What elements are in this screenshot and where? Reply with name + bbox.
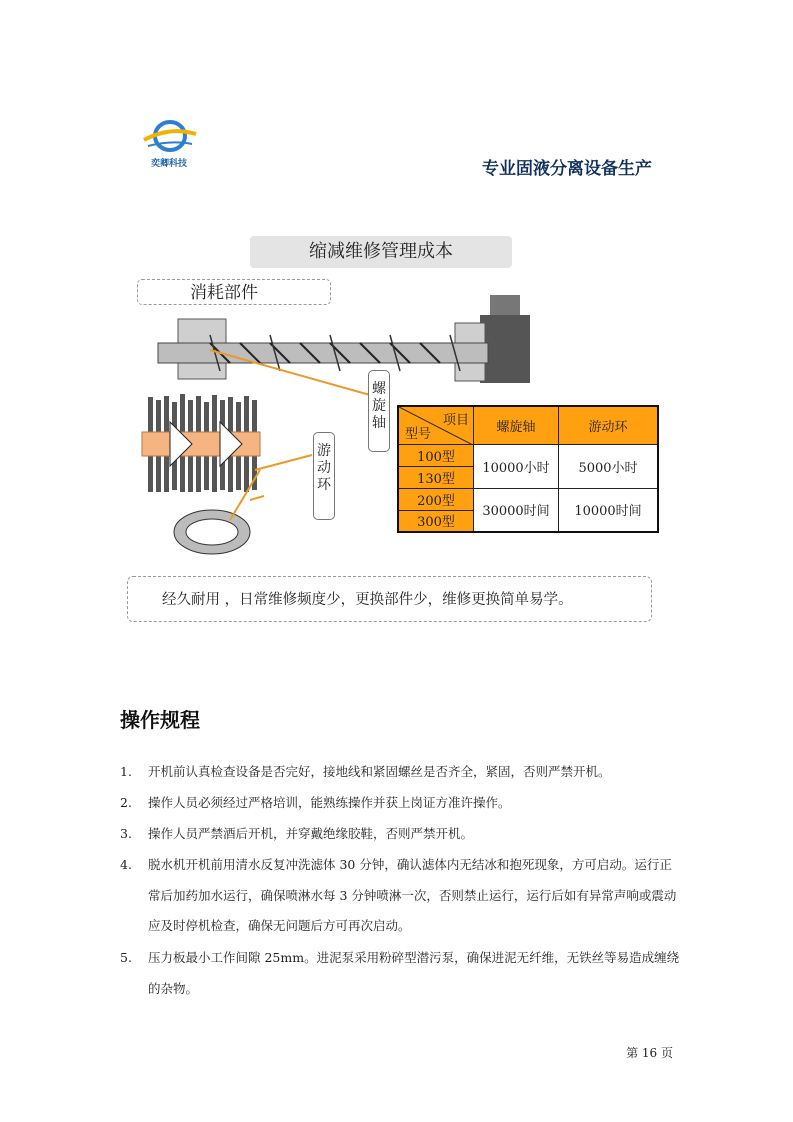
list-item bbox=[120, 943, 680, 1004]
list-item-text: 压力板最小工作间隙 25mm。进泥泵采用粉碎型潜污泵，确保进泥无纤维，无铁丝等易造成缠绕的杂物。 bbox=[148, 950, 680, 996]
list-item-text: 操作人员严禁酒后开机，并穿戴绝缘胶鞋，否则严禁开机。 bbox=[148, 826, 474, 841]
row-label: 130型 bbox=[398, 466, 474, 488]
list-item-number: 3. bbox=[120, 826, 132, 841]
table-corner-cell bbox=[398, 406, 474, 444]
figure-banner: 缩减维修管理成本 bbox=[250, 236, 512, 268]
list-item-text: 操作人员必须经过严格培训，能熟练操作并获上岗证方准许操作。 bbox=[148, 795, 511, 810]
cell-group2-ring: 10000时间 bbox=[559, 488, 659, 532]
row-label: 300型 bbox=[398, 510, 474, 532]
screw-shaft-label-text: 螺旋轴 bbox=[372, 381, 386, 431]
list-item-number: 5. bbox=[120, 950, 132, 965]
list-item-number: 4. bbox=[120, 857, 132, 872]
section-heading: 操作规程 bbox=[120, 708, 200, 732]
logo-text: 奕卿科技 bbox=[150, 159, 187, 169]
list-item bbox=[120, 819, 680, 850]
list-item-text: 开机前认真检查设备是否完好，接地线和紧固螺丝是否齐全，紧固，否则严禁开机。 bbox=[148, 764, 611, 779]
list-item-text: 脱水机开机前用清水反复冲洗滤体 30 分钟，确认滤体内无结冰和抱死现象，方可启动。运行正常后加药加水运行，确保喷淋水每 3 分钟喷淋一次，否则禁止运行，运行后如有异常声响或震动应及时停机检查，确保无问题后方可再次启动。 bbox=[148, 857, 677, 933]
list-item-number: 2. bbox=[120, 795, 132, 810]
cell-group2-screw: 30000时间 bbox=[474, 488, 559, 532]
moving-ring-label bbox=[313, 432, 335, 520]
cell-group1-ring: 5000小时 bbox=[559, 444, 659, 488]
figure-note: 经久耐用 ，日常维修频度少，更换部件少，维修更换简单易学。 bbox=[127, 576, 652, 622]
moving-ring-label-text: 游动环 bbox=[317, 443, 331, 493]
list-item-number: 1. bbox=[120, 764, 132, 779]
row-label: 100型 bbox=[398, 444, 474, 466]
corner-bottom-label: 型号 bbox=[405, 426, 432, 442]
header-title: 专业固液分离设备生产 bbox=[482, 159, 652, 179]
consumables-label: 消耗部件 bbox=[137, 279, 331, 305]
col-header-screw: 螺旋轴 bbox=[474, 406, 559, 444]
list-item bbox=[120, 788, 680, 819]
screw-shaft-label bbox=[368, 370, 390, 452]
row-label: 200型 bbox=[398, 488, 474, 510]
list-item bbox=[120, 757, 680, 788]
cell-group1-screw: 10000小时 bbox=[474, 444, 559, 488]
corner-top-label: 项目 bbox=[442, 413, 469, 428]
logo-swoosh-icon bbox=[140, 118, 200, 158]
col-header-ring: 游动环 bbox=[559, 406, 659, 444]
list-item bbox=[120, 850, 680, 942]
lifespan-table bbox=[397, 405, 659, 533]
page-number: 第 16 页 bbox=[626, 1046, 673, 1060]
